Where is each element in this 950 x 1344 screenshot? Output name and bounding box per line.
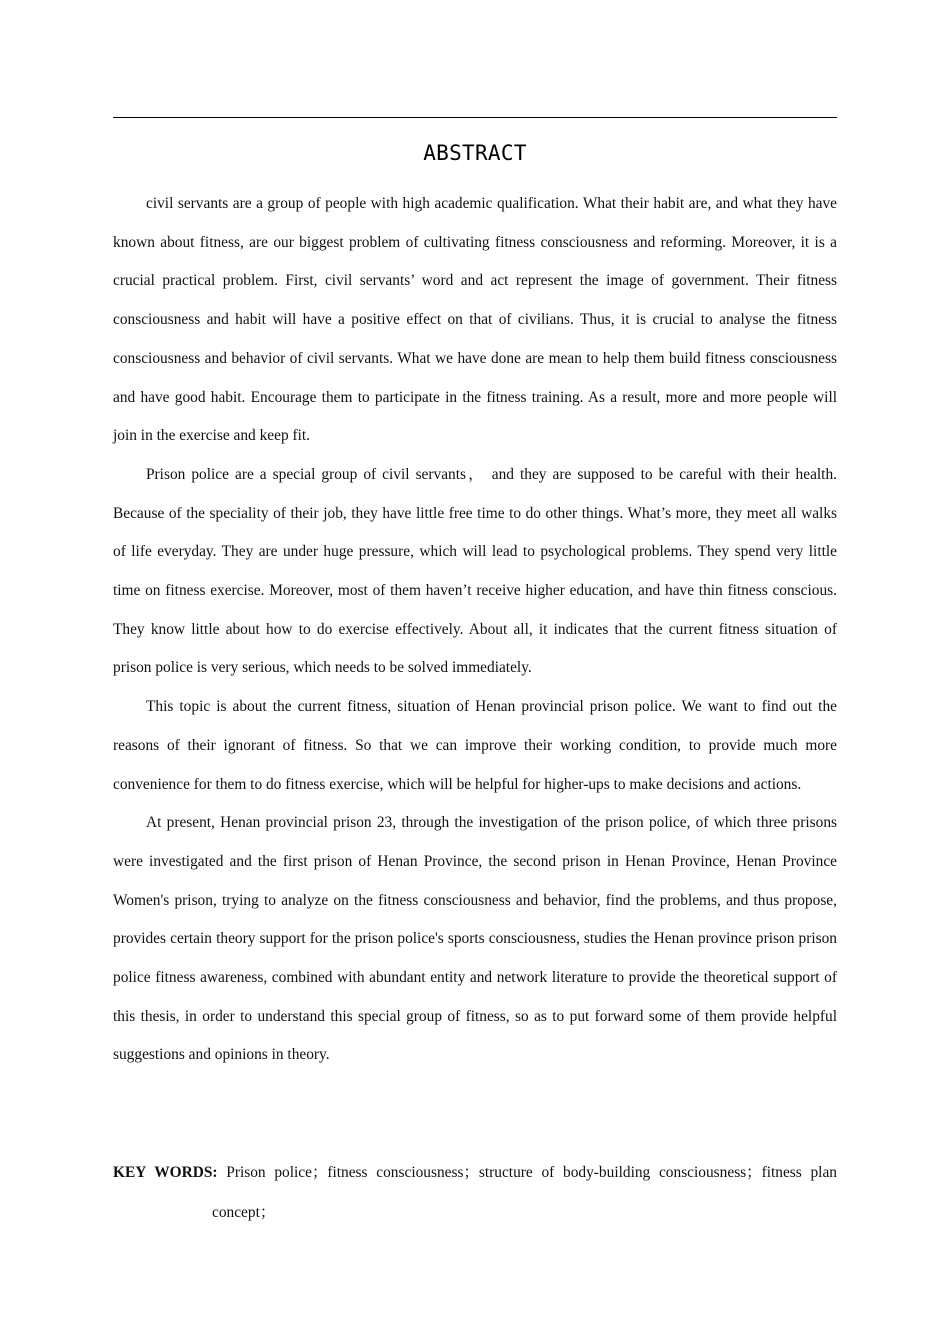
abstract-paragraph-1: civil servants are a group of people with high academic qualification. What their habit are, and what they have known about fitness, are our biggest problem of cultivating fitness consciousness and reforming. Moreover, it is a crucial practical problem. First, civil servants’ word and act represent the image of government. Their fitness consciousness and habit will have a positive effect on that of civilians. Thus, it is crucial to analyse the fitness consciousness and behavior of civil servants. What we have done are mean to help them build fitness consciousness and have good habit. Encourage them to participate in the fitness training. As a result, more and more people will join in the exercise and keep fit. bbox=[113, 195, 837, 445]
keywords-text: Prison police；fitness consciousness；structure of body-building consciousness；fitness plan concept； bbox=[212, 1164, 837, 1221]
header-rule bbox=[113, 117, 837, 118]
abstract-paragraph-4: At present, Henan provincial prison 23, through the investigation of the prison police, of which three prisons were investigated and the first prison of Henan Province, the second prison in Henan Province, Henan Province Women's prison, trying to analyze on the fitness consciousness and behavior, find the problems, and thus propose, provides certain theory support for the prison police's sports consciousness, studies the Henan province prison prison police fitness awareness, combined with abundant entity and network literature to provide the theoretical support of this thesis, in order to understand this special group of fitness, so as to put forward some of them provide helpful suggestions and opinions in theory. bbox=[113, 814, 837, 1064]
abstract-title: ABSTRACT bbox=[423, 141, 527, 165]
abstract-body bbox=[113, 185, 837, 1075]
abstract-paragraph-3: This topic is about the current fitness, situation of Henan provincial prison police. We want to find out the reasons of their ignorant of fitness. So that we can improve their working condition, to provide much more convenience for them to do fitness exercise, which will be helpful for higher-ups to make decisions and actions. bbox=[113, 698, 837, 793]
keywords-label: KEY WORDS: bbox=[113, 1164, 218, 1181]
abstract-paragraph-2: Prison police are a special group of civil servants， and they are supposed to be careful with their health. Because of the speciality of their job, they have little free time to do other things. What’s more, they meet all walks of life everyday. They are under huge pressure, which will lead to psychological problems. They spend very little time on fitness exercise. Moreover, most of them haven’t receive higher education, and have thin fitness conscious. They know little about how to do exercise effectively. About all, it indicates that the current fitness situation of prison police is very serious, which needs to be solved immediately. bbox=[113, 465, 837, 677]
keywords-line bbox=[113, 1153, 837, 1232]
